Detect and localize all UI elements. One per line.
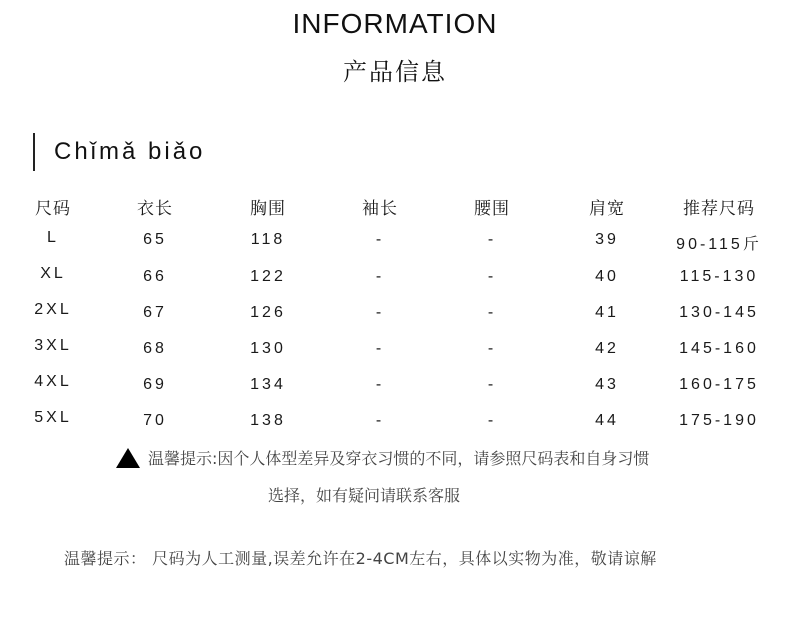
table-cell-shoulder: 43 — [595, 376, 619, 393]
table-cell-length: 67 — [143, 304, 167, 321]
table-cell-sleeve: - — [375, 268, 385, 285]
size-notice — [116, 446, 649, 469]
column-header-sleeve: 袖长 — [362, 199, 398, 219]
table-cell-waist: - — [487, 340, 497, 357]
table-cell-recommended: 175-190 — [679, 412, 759, 429]
table-cell-sleeve: - — [375, 340, 385, 357]
table-cell-recommended: 115-130 — [679, 268, 759, 285]
page-title-en: INFORMATION — [292, 8, 498, 39]
table-cell-recommended: 145-160 — [679, 340, 759, 357]
section-title: Chǐmǎ biǎo — [54, 138, 206, 165]
table-cell-size: 4XL — [34, 373, 72, 390]
column-header-size: 尺码 — [35, 199, 71, 219]
column-header-recommended: 推荐尺码 — [683, 199, 755, 219]
table-cell-chest: 138 — [250, 412, 286, 429]
table-cell-recommended: 90-115斤 — [676, 236, 762, 253]
table-cell-waist: - — [487, 304, 497, 321]
page-title-cn: 产品信息 — [343, 58, 447, 86]
table-cell-waist: - — [487, 376, 497, 393]
column-header-waist: 腰围 — [474, 199, 510, 219]
table-cell-length: 68 — [143, 340, 167, 357]
table-cell-chest: 118 — [250, 231, 286, 248]
table-cell-size: XL — [40, 265, 66, 282]
table-cell-chest: 130 — [250, 340, 286, 357]
table-cell-chest: 134 — [250, 376, 286, 393]
table-cell-chest: 126 — [250, 304, 286, 321]
size-notice-line-1: 温馨提示:因个人体型差异及穿衣习惯的不同，请参照尺码表和自身习惯 — [148, 449, 650, 468]
table-cell-sleeve: - — [375, 304, 385, 321]
table-cell-shoulder: 42 — [595, 340, 619, 357]
table-cell-chest: 122 — [250, 268, 286, 285]
table-cell-length: 70 — [143, 412, 167, 429]
table-cell-size: 2XL — [34, 301, 72, 318]
table-cell-sleeve: - — [375, 231, 385, 248]
table-cell-sleeve: - — [375, 376, 385, 393]
table-cell-recommended: 160-175 — [679, 376, 759, 393]
table-cell-shoulder: 41 — [595, 304, 619, 321]
table-cell-waist: - — [487, 231, 497, 248]
column-header-chest: 胸围 — [250, 199, 286, 219]
table-cell-length: 69 — [143, 376, 167, 393]
table-cell-length: 66 — [143, 268, 167, 285]
table-cell-shoulder: 44 — [595, 412, 619, 429]
table-cell-shoulder: 39 — [595, 231, 619, 248]
table-cell-size: 5XL — [34, 409, 72, 426]
column-header-length: 衣长 — [137, 199, 173, 219]
measurement-footnote: 温馨提示： 尺码为人工测量,误差允许在2-4CM左右，具体以实物为准，敬请谅解 — [64, 549, 657, 568]
table-cell-shoulder: 40 — [595, 268, 619, 285]
table-cell-size: 3XL — [34, 337, 72, 354]
table-cell-sleeve: - — [375, 412, 385, 429]
table-cell-size: L — [47, 229, 59, 246]
warning-triangle-icon — [116, 448, 140, 468]
table-cell-waist: - — [487, 412, 497, 429]
size-notice-line-2: 选择，如有疑问请联系客服 — [267, 486, 460, 505]
column-header-shoulder: 肩宽 — [589, 199, 625, 219]
table-cell-recommended: 130-145 — [679, 304, 759, 321]
table-cell-waist: - — [487, 268, 497, 285]
table-cell-length: 65 — [143, 231, 167, 248]
